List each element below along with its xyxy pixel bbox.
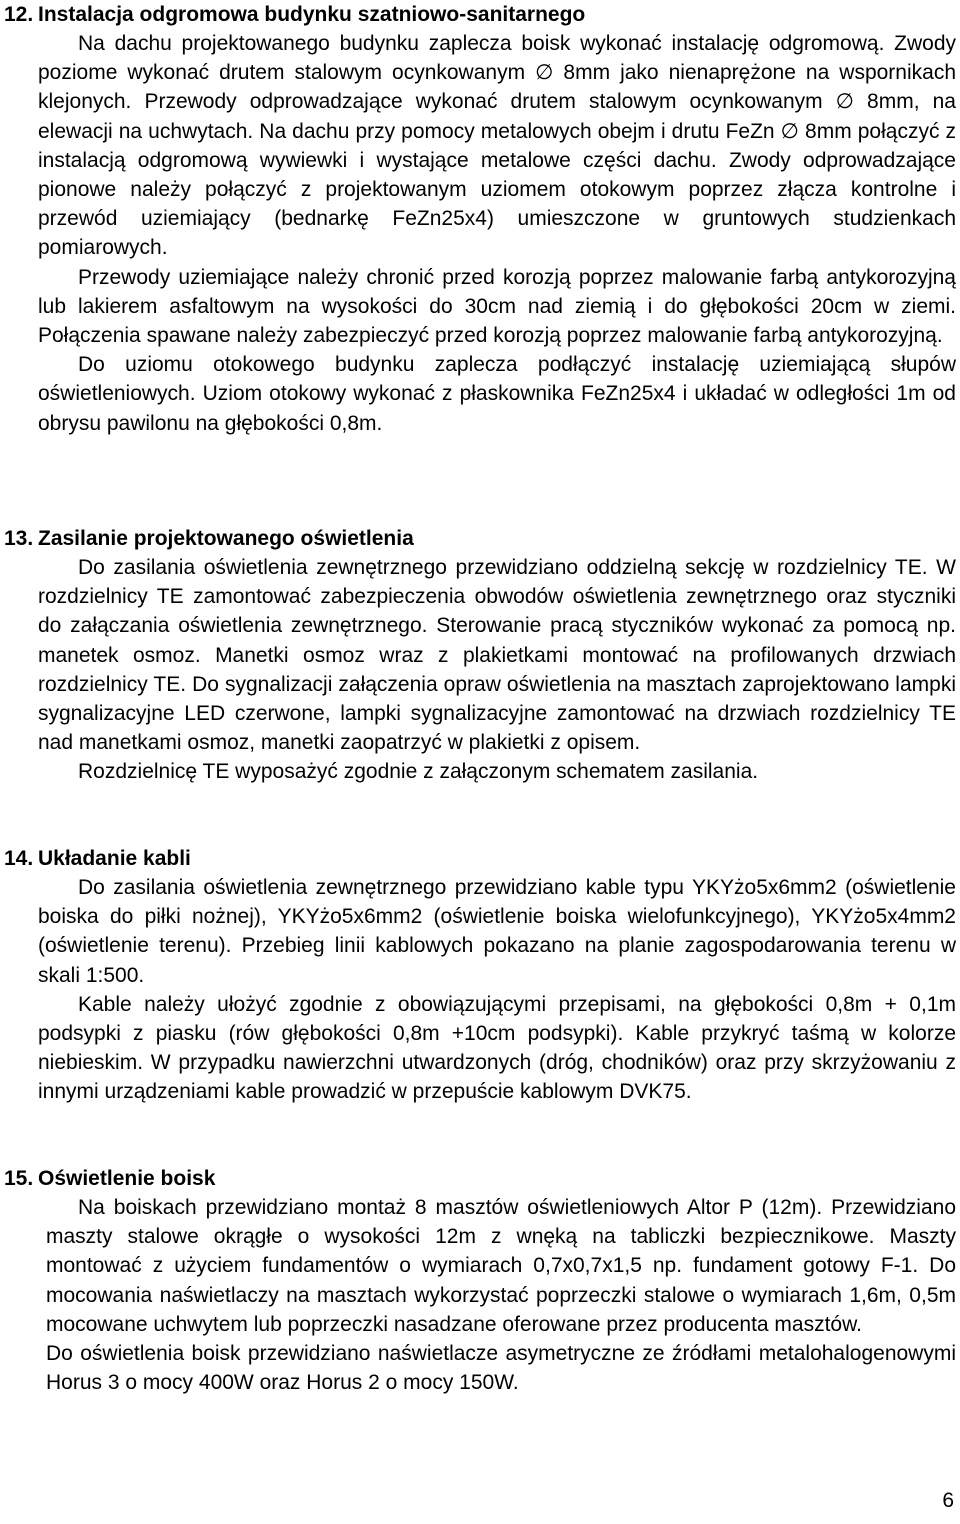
section-number: 13. <box>4 527 34 550</box>
paragraph: Na dachu projektowanego budynku zaplecza boisk wykonać instalację odgromową. Zwody poziome wykonać drutem stalowym ocynkowanym ∅ 8mm jako nienaprężone na wspornikach klejonych. Przewody odprowadzające wykonać drutem stalowym ocynkowanym ∅ 8mm, na elewacji na uchwytach. Na dachu przy pomocy metalowych obejm i drutu FeZn ∅ 8mm połączyć z instalacją odgromową wywiewki i wystające metalowe części dachu. Zwody odprowadzające pionowe należy połączyć z projektowanym uziomem otokowym poprzez złącza kontrolne i przewód uziemiający (bednarkę FeZn25x4) umieszczone w gruntowych studzienkach pomiarowych. <box>38 32 956 260</box>
section-title: Oświetlenie boisk <box>38 1167 216 1190</box>
section-heading <box>4 844 191 873</box>
paragraph: Do uziomu otokowego budynku zaplecza podłączyć instalację uziemiającą słupów oświetleniowych. Uziom otokowy wykonać z płaskownika FeZn25x4 i układać w odległości 1m od obrysu pawilonu na głębokości 0,8m. <box>38 353 956 435</box>
section-title: Układanie kabli <box>38 847 191 870</box>
section-heading <box>4 0 585 29</box>
section-body <box>46 1193 956 1397</box>
section-body <box>38 553 956 787</box>
section-body <box>38 29 956 438</box>
paragraph: Kable należy ułożyć zgodnie z obowiązującymi przepisami, na głębokości 0,8m + 0,1m podsypki z piasku (rów głębokości 0,8m +10cm podsypki). Kable przykryć taśmą w kolorze niebieskim. W przypadku nawierzchni utwardzonych (dróg, chodników) oraz przy skrzyżowaniu z innymi urządzeniami kable prowadzić w przepuście kablowym DVK75. <box>38 992 956 1104</box>
paragraph: Przewody uziemiające należy chronić przed korozją poprzez malowanie farbą antykorozyjną lub lakierem asfaltowym na wysokości do 30cm nad ziemią i do głębokości 20cm w ziemi. Połączenia spawane należy zabezpieczyć przed korozją poprzez malowanie farbą antykorozyjną. <box>38 265 956 348</box>
paragraph: Do zasilania oświetlenia zewnętrznego przewidziano kable typu YKYżo5x6mm2 (oświetlenie boiska do piłki nożnej), YKYżo5x6mm2 (oświetlenie boiska wielofunkcyjnego), YKYżo5x4mm2 (oświetlenie terenu). Przebieg linii kablowych pokazano na planie zagospodarowania terenu w skali 1:500. <box>38 876 956 987</box>
section-number: 12. <box>4 3 34 26</box>
section-title: Zasilanie projektowanego oświetlenia <box>38 527 414 550</box>
paragraph: Rozdzielnicę TE wyposażyć zgodnie z załączonym schematem zasilania. <box>78 760 759 784</box>
page-number: 6 <box>942 1489 954 1512</box>
paragraph: Do zasilania oświetlenia zewnętrznego przewidziano oddzielną sekcję w rozdzielnicy TE. W rozdzielnicy TE zamontować zabezpieczenia obwodów oświetlenia zewnętrznego oraz styczniki do załączania oświetlenia zewnętrznego. Sterowanie pracą styczników wykonać za pomocą np. manetek osmoz. Manetki osmoz wraz z plakietkami montować na profilowanych drzwiach rozdzielnicy TE. Do sygnalizacji załączenia opraw oświetlenia na masztach zaprojektowano lampki sygnalizacyjne LED czerwone, lampki sygnalizacyjne zamontować na drzwiach rozdzielnicy TE nad manetkami osmoz, manetki zaopatrzyć w plakietki z opisem. <box>38 556 956 755</box>
section-heading <box>4 1164 215 1193</box>
section-heading <box>4 524 414 553</box>
section-number: 15. <box>4 1167 34 1190</box>
section-title: Instalacja odgromowa budynku szatniowo-sanitarnego <box>38 3 586 26</box>
paragraph: Do oświetlenia boisk przewidziano naświetlacze asymetryczne ze źródłami metalohalogenowymi Horus 3 o mocy 400W oraz Horus 2 o mocy 150W. <box>46 1342 956 1395</box>
section-number: 14. <box>4 847 34 870</box>
section-body <box>38 873 956 1107</box>
paragraph: Na boiskach przewidziano montaż 8 masztów oświetleniowych Altor P (12m). Przewidziano maszty stalowe okrągłe o wysokości 12m z wnęką na tabliczki bezpiecznikowe. Maszty montować z użyciem fundamentów o wymiarach 0,7x0,7x1,5 np. fundament gotowy F-1. Do mocowania naświetlaczy na masztach wykorzystać poprzeczki stalowe o wymiarach 1,6m, 0,5m mocowane uchwytem lub poprzeczki nasadzane oferowane przez producenta masztów. <box>46 1196 956 1336</box>
